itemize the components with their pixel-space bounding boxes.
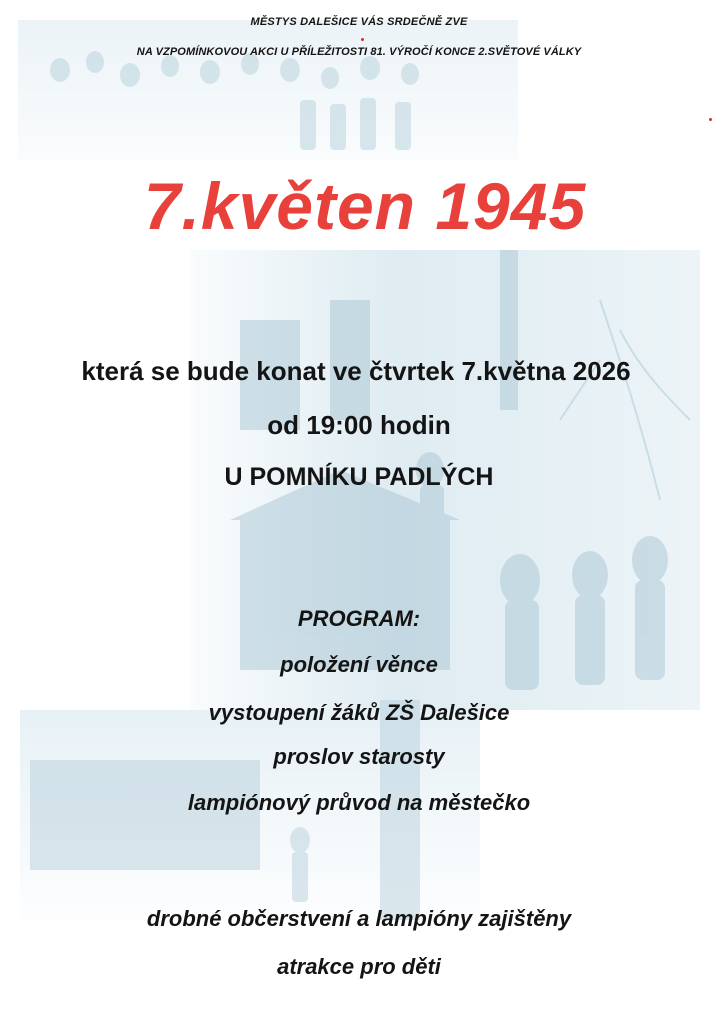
poster-title: 7.květen 1945 (143, 169, 587, 243)
footer-refreshments: drobné občerstvení a lampióny zajištěny (146, 906, 572, 931)
program-item: položení věnce (280, 652, 438, 677)
program-item: proslov starosty (273, 744, 445, 769)
program-item: lampiónový průvod na městečko (187, 790, 531, 815)
footer-attractions: atrakce pro děti (277, 954, 441, 979)
program-heading: PROGRAM: (297, 606, 421, 631)
header-invitation: MĚSTYS DALEŠICE VÁS SRDEČNĚ ZVE (250, 16, 468, 28)
program-item: vystoupení žáků ZŠ Dalešice (208, 700, 510, 725)
event-place: U POMNÍKU PADLÝCH (224, 463, 494, 491)
header-occasion: NA VZPOMÍNKOVOU AKCI U PŘÍLEŽITOSTI 81. VÝROČÍ KONCE 2.SVĚTOVÉ VÁLKY (136, 46, 582, 58)
event-date: která se bude konat ve čtvrtek 7.května 2026 (81, 356, 631, 386)
event-time: od 19:00 hodin (267, 410, 451, 440)
